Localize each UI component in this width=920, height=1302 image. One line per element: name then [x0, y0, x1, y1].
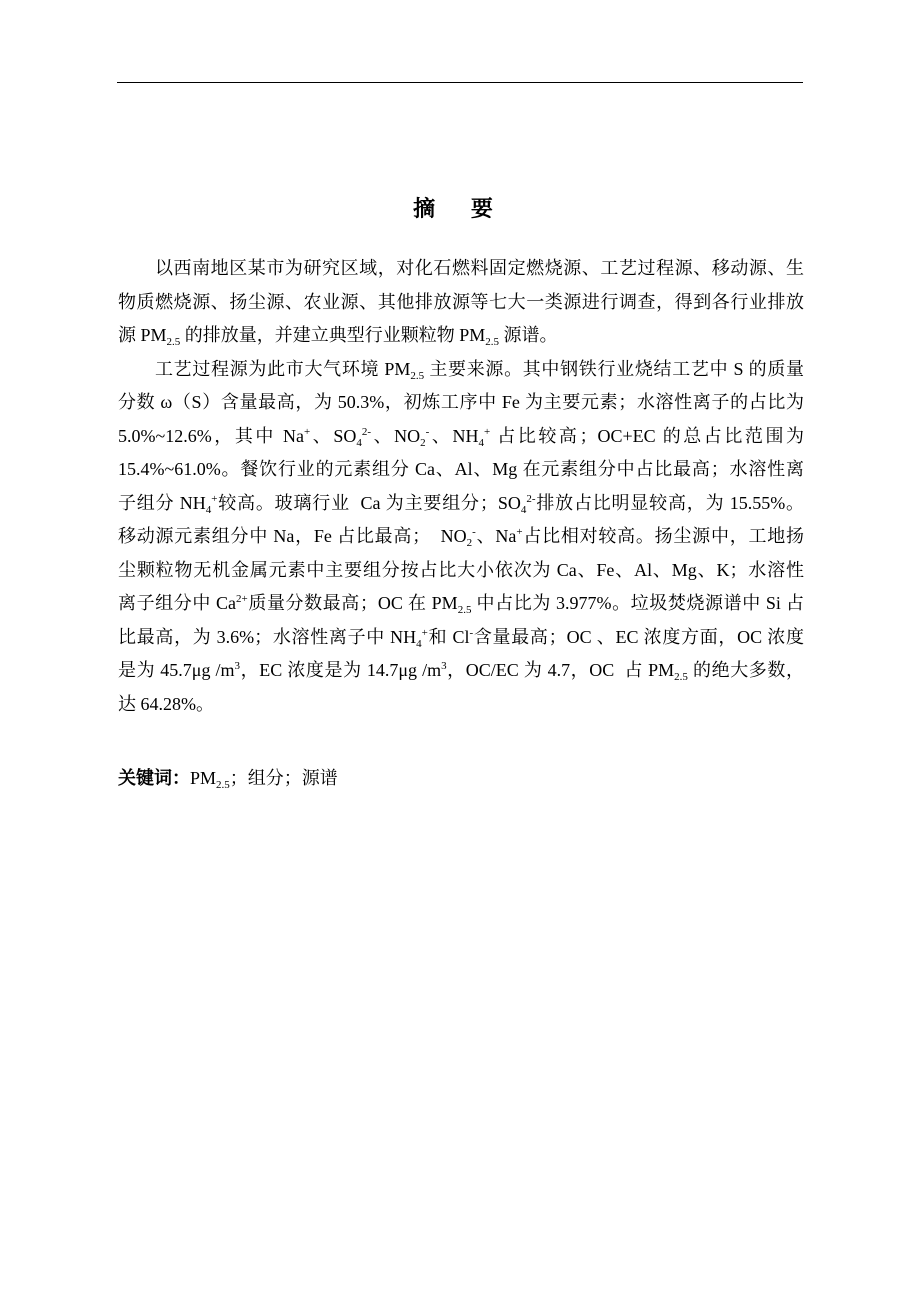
abstract-line [118, 623, 804, 657]
text-run: 、NH [429, 425, 479, 446]
abstract-line [118, 489, 804, 523]
text-run: 含量最高；OC 、EC 浓度方面，OC 浓度 [473, 626, 804, 647]
text-run: 达 64.28%。 [118, 693, 214, 714]
text-run: 排放占比明显较高，为 15.55%。 [535, 492, 805, 513]
text-run: ，EC 浓度是为 14.7μg /m [240, 660, 442, 680]
subscript: 4 [416, 637, 422, 650]
abstract-line [118, 556, 804, 590]
text-run: 源谱。 [499, 325, 558, 345]
subscript: 2.5 [410, 369, 425, 382]
text-run: 主要来源。其中钢铁行业烧结工艺中 S 的质量 [424, 358, 805, 379]
abstract-line [118, 355, 804, 389]
header-rule [117, 82, 803, 83]
text-run: 、SO [310, 425, 357, 446]
subscript: 2 [420, 436, 426, 449]
text-run: 子组分 NH [118, 492, 206, 513]
abstract-line [118, 321, 804, 355]
text-run: 分数 ω（S）含量最高，为 50.3%，初炼工序中 Fe 为主要元素；水溶性离子的占比为 [118, 392, 804, 412]
text-run: 质量分数最高；OC 在 PM [247, 593, 458, 613]
abstract-line [118, 422, 804, 456]
abstract-line [118, 388, 804, 422]
text-run: 、NO [371, 425, 421, 446]
text-run: ，OC/EC 为 4.7，OC 占 PM [446, 660, 675, 680]
abstract-line [118, 254, 804, 288]
subscript: 4 [478, 436, 484, 449]
superscript: 3 [441, 660, 447, 672]
keywords-label: 关键词： [118, 768, 190, 789]
superscript: - [469, 626, 474, 639]
superscript: 2+ [236, 593, 248, 605]
superscript: + [421, 626, 428, 639]
superscript: + [304, 425, 311, 438]
subscript: 2.5 [457, 604, 472, 616]
keyword-pm: PM [190, 768, 217, 788]
superscript: - [472, 526, 476, 538]
subscript: 4 [356, 436, 362, 449]
text-run: 较高。玻璃行业 Ca 为主要组分；SO [217, 492, 521, 513]
abstract-line [118, 690, 804, 724]
abstract-body [118, 254, 804, 723]
text-run: 源 PM [118, 325, 167, 345]
text-run: 移动源元素组分中 Na，Fe 占比最高； NO [118, 526, 467, 546]
subscript: 2.5 [674, 671, 688, 683]
text-run: 5.0%~12.6%，其中 Na [118, 425, 305, 446]
abstract-line [118, 522, 804, 556]
keywords-rest: ；组分；源谱 [229, 768, 338, 788]
abstract-line [118, 288, 804, 322]
keyword-pm-subscript: 2.5 [216, 779, 230, 791]
text-run: 尘颗粒物无机金属元素中主要组分按占比大小依次为 Ca、Fe、Al、Mg、K；水溶性 [118, 559, 804, 580]
subscript: 2.5 [485, 336, 500, 348]
superscript: 2- [526, 492, 536, 505]
superscript: + [211, 492, 218, 505]
superscript: - [425, 425, 430, 438]
superscript: + [516, 526, 523, 538]
text-run: 、Na [475, 526, 517, 546]
keywords [118, 764, 338, 790]
subscript: 4 [205, 503, 212, 516]
text-run: 离子组分中 Ca [118, 593, 237, 613]
text-run: 物质燃烧源、扬尘源、农业源、其他排放源等七大一类源进行调查，得到各行业排放 [118, 291, 804, 312]
abstract-line [118, 589, 804, 623]
text-run: 的排放量，并建立典型行业颗粒物 PM [180, 325, 486, 345]
text-run: 15.4%~61.0%。餐饮行业的元素组分 Ca、Al、Mg 在元素组分中占比最高；水溶性离 [118, 459, 804, 479]
abstract-title: 摘 要 [413, 197, 507, 222]
abstract-line [118, 455, 804, 489]
superscript: + [483, 425, 491, 438]
subscript: 2 [466, 537, 473, 549]
abstract-line [118, 656, 804, 690]
text-run: 占比相对较高。扬尘源中，工地扬 [522, 526, 804, 546]
superscript: 2- [361, 425, 372, 438]
text-run: 以西南地区某市为研究区域，对化石燃料固定燃烧源、工艺过程源、移动源、生 [155, 258, 804, 278]
text-run: 是为 45.7μg /m [118, 660, 235, 680]
text-run: 和 Cl [427, 626, 470, 647]
text-run: 比最高，为 3.6%；水溶性离子中 NH [118, 626, 417, 647]
subscript: 2.5 [166, 336, 181, 348]
text-run: 的绝大多数， [687, 660, 805, 680]
text-run: 中占比为 3.977%。垃圾焚烧源谱中 Si 占 [471, 593, 804, 613]
text-run: 工艺过程源为此市大气环境 PM [155, 358, 411, 379]
text-run: 占比较高；OC+EC 的总占比范围为 [490, 425, 805, 446]
superscript: 3 [234, 660, 241, 672]
subscript: 4 [520, 503, 527, 516]
